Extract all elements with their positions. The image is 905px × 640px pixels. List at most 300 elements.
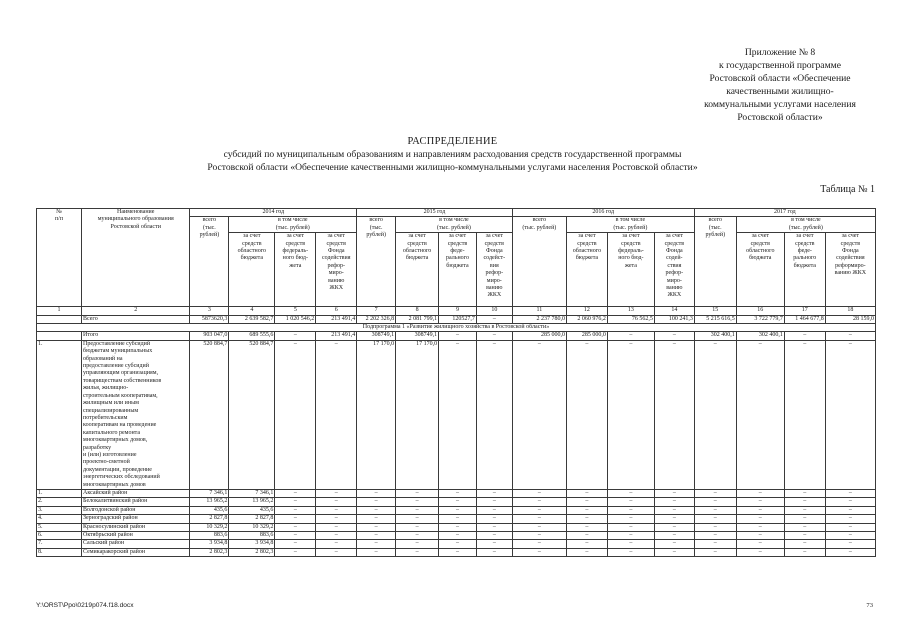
column-number: 4: [229, 307, 275, 315]
table-cell: –: [654, 340, 694, 489]
table-cell: 2 202 326,8: [357, 315, 396, 323]
table-cell: –: [275, 548, 316, 556]
document-subtitle: Ростовской области «Обеспечение качественными жилищно-коммунальными услугами населения Ростовской области»: [207, 162, 698, 173]
row-label-line: специализированным: [83, 407, 139, 414]
including-header: [566, 217, 694, 233]
table-row: [37, 523, 876, 531]
appendix-caption: [660, 46, 900, 124]
table-cell: 285 000,0: [566, 332, 607, 340]
header-line: реформиро-: [835, 262, 866, 269]
row-number: 6.: [37, 532, 82, 540]
page-number: 73: [866, 602, 873, 609]
table-cell: –: [275, 532, 316, 540]
header-line: феде-: [797, 248, 812, 255]
column-number: 13: [607, 307, 654, 315]
column-number: 9: [439, 307, 477, 315]
row-label-line: многоквартирных домов: [83, 481, 146, 488]
table-cell: –: [396, 523, 439, 531]
table-cell: –: [607, 523, 654, 531]
header-line: Фонда: [327, 248, 345, 255]
column-number: 15: [694, 307, 736, 315]
table-cell: –: [439, 340, 477, 489]
table-cell: –: [607, 515, 654, 523]
document-subtitle: субсидий по муниципальным образованиям и направлениям расходования средств государственной программы: [223, 149, 682, 160]
table-cell: 28 159,0: [825, 315, 875, 323]
table-cell: –: [784, 540, 825, 548]
table-cell: –: [512, 548, 566, 556]
table-cell: –: [396, 515, 439, 523]
header-line: рублей): [705, 232, 726, 239]
header-line: ЖКХ: [667, 292, 682, 299]
table-cell: –: [316, 548, 357, 556]
header-line: средств: [484, 240, 505, 247]
header-line: за счет: [578, 233, 596, 240]
table-cell: 5 215 616,5: [694, 315, 736, 323]
table-cell: –: [607, 540, 654, 548]
header-line: всего: [708, 217, 723, 224]
table-cell: –: [357, 515, 396, 523]
table-cell: 120527,7: [439, 315, 477, 323]
table-cell: –: [566, 340, 607, 489]
table-cell: –: [316, 489, 357, 497]
header-line: ванию ЖКХ: [834, 270, 867, 277]
header-line: (тыс. рублей): [613, 224, 648, 231]
header-line: ванию: [666, 285, 683, 292]
header-line: за счет: [286, 233, 305, 240]
header-line: в том числе: [439, 217, 469, 224]
table-cell: –: [512, 515, 566, 523]
table-cell: –: [396, 498, 439, 506]
header-num: №: [56, 209, 62, 215]
table-cell: –: [357, 523, 396, 531]
table-cell: –: [357, 532, 396, 540]
header-line: жета: [624, 262, 637, 269]
total-header: [357, 217, 396, 307]
regional-header: [229, 233, 275, 307]
table-cell: –: [316, 532, 357, 540]
header-line: всего: [532, 217, 547, 224]
header-line: ванию: [328, 277, 345, 284]
column-number: 17: [784, 307, 825, 315]
header-line: средств: [840, 240, 861, 247]
table-cell: –: [439, 540, 477, 548]
year-header: 2014 год: [190, 209, 357, 217]
table-cell: –: [607, 332, 654, 340]
header-line: средств: [795, 240, 815, 247]
row-number: 1.: [37, 489, 82, 497]
table-cell: 435,6: [229, 506, 275, 514]
header-num: п/п: [54, 216, 64, 223]
table-cell: –: [694, 548, 736, 556]
header-line: содействия: [321, 255, 351, 262]
table-cell: –: [736, 515, 784, 523]
table-cell: –: [654, 515, 694, 523]
row-label-line: бюджетам муниципальных: [83, 348, 153, 355]
appendix-line: Ростовской области «Обеспечение: [709, 73, 851, 84]
header-line: средств: [326, 240, 346, 247]
table-cell: –: [736, 498, 784, 506]
table-cell: –: [439, 332, 477, 340]
table-cell: –: [736, 548, 784, 556]
table-cell: –: [607, 532, 654, 540]
table-cell: –: [654, 489, 694, 497]
header-line: за счет: [796, 233, 814, 240]
table-cell: –: [512, 532, 566, 540]
header-line: средств: [242, 240, 262, 247]
table-cell: –: [607, 340, 654, 489]
table-cell: –: [512, 498, 566, 506]
including-header: [229, 217, 357, 233]
header-line: в том числе: [277, 217, 308, 224]
header-name-cell: [82, 209, 190, 307]
table-cell: 2 081 799,1: [396, 315, 439, 323]
table-cell: –: [784, 340, 825, 489]
table-cell: –: [654, 498, 694, 506]
table-cell: 302 400,1: [694, 332, 736, 340]
row-label-line: документации, проведение: [83, 466, 152, 473]
table-cell: –: [825, 532, 875, 540]
header-line: ного бюд-: [282, 255, 308, 262]
table-cell: –: [316, 540, 357, 548]
federal-header: [784, 233, 825, 307]
total-header: [694, 217, 736, 307]
table-cell: –: [654, 332, 694, 340]
table-cell: –: [607, 548, 654, 556]
header-line: рефор-: [327, 262, 346, 269]
table-cell: 883,6: [229, 532, 275, 540]
district-name: Зерноградский район: [82, 515, 190, 523]
header-line: рального: [793, 255, 817, 262]
table-cell: –: [512, 540, 566, 548]
table-cell: –: [784, 548, 825, 556]
appendix-line: коммунальными услугами населения: [704, 99, 856, 110]
table-cell: [37, 315, 82, 323]
header-line: содейст-: [483, 255, 506, 262]
header-line: рефор-: [665, 270, 684, 277]
table-cell: –: [439, 506, 477, 514]
table-cell: 308749,1: [357, 332, 396, 340]
total-header: [190, 217, 229, 307]
header-line: за счет: [665, 233, 684, 240]
table-cell: –: [825, 489, 875, 497]
table-cell: –: [566, 506, 607, 514]
table-cell: –: [316, 340, 357, 489]
table-row: [37, 515, 876, 523]
header-line: бюджета: [240, 255, 264, 262]
header-line: средств: [407, 240, 427, 247]
header-line: средств: [621, 240, 641, 247]
header-line: рального: [446, 255, 469, 262]
header-line: (тыс.: [202, 224, 216, 231]
table-cell: –: [357, 489, 396, 497]
table-cell: –: [784, 532, 825, 540]
header-line: федераль-: [618, 248, 644, 255]
header-line: за счет: [408, 233, 426, 240]
table-cell: –: [476, 523, 512, 531]
table-cell: 2 827,8: [190, 515, 229, 523]
row-label-line: образований на: [83, 355, 123, 362]
row-label-line: потребительским: [83, 414, 128, 421]
header-line: ного бюд-: [618, 255, 644, 262]
table-cell: –: [275, 489, 316, 497]
table-cell: 7 346,1: [190, 489, 229, 497]
table-cell: –: [275, 515, 316, 523]
table-cell: –: [316, 523, 357, 531]
table-cell: –: [316, 515, 357, 523]
district-name: Волгодонской район: [82, 506, 190, 514]
table-cell: –: [439, 498, 477, 506]
table-cell: –: [396, 532, 439, 540]
table-cell: –: [566, 498, 607, 506]
table-cell: 5873620,3: [190, 315, 229, 323]
table-cell: [37, 332, 82, 340]
table-cell: –: [607, 498, 654, 506]
column-number: 18: [825, 307, 875, 315]
appendix-line: к государственной программе: [719, 60, 841, 71]
row-label-line: энергетических обследований: [83, 474, 160, 481]
district-name: Семикаракорский район: [82, 548, 190, 556]
header-row: [37, 209, 876, 217]
table-cell: 3 934,8: [190, 540, 229, 548]
table-cell: 2 060 976,2: [566, 315, 607, 323]
table-cell: 213 491,4: [316, 332, 357, 340]
table-cell: 76 562,5: [607, 315, 654, 323]
table-cell: –: [694, 532, 736, 540]
header-line: феде-: [450, 248, 465, 255]
table-cell: –: [736, 523, 784, 531]
table-cell: 3 722 779,7: [736, 315, 784, 323]
document-title: РАСПРЕДЕЛЕНИЕ: [407, 136, 498, 147]
header-line: ЖКХ: [487, 292, 502, 299]
table-cell: –: [476, 540, 512, 548]
year-header: 2017 год: [694, 209, 875, 217]
header-line: областного: [746, 248, 775, 255]
table-cell: 1 464 677,8: [784, 315, 825, 323]
district-name: Белокалитвинский район: [82, 498, 190, 506]
header-line: средств: [285, 240, 306, 247]
table-cell: –: [736, 506, 784, 514]
row-label-line: разработку: [83, 444, 112, 451]
column-number: 16: [736, 307, 784, 315]
column-number: 7: [357, 307, 396, 315]
table-cell: –: [736, 489, 784, 497]
table-cell: –: [566, 489, 607, 497]
table-cell: –: [784, 489, 825, 497]
appendix-line: качественными жилищно-: [726, 86, 834, 97]
header-line: областного: [402, 248, 432, 255]
table-cell: –: [825, 506, 875, 514]
column-number: 1: [37, 307, 82, 315]
table-cell: 689 555,6: [229, 332, 275, 340]
table-cell: –: [825, 332, 875, 340]
table-cell: –: [357, 540, 396, 548]
header-name: Ростовской области: [110, 223, 161, 230]
table-cell: 883,6: [190, 532, 229, 540]
table-cell: –: [654, 540, 694, 548]
table-cell: 100 241,3: [654, 315, 694, 323]
year-header: 2016 год: [512, 209, 694, 217]
column-number: 3: [190, 307, 229, 315]
table-cell: –: [396, 540, 439, 548]
header-line: всего: [369, 217, 383, 224]
year-header: 2015 год: [357, 209, 513, 217]
table-cell: –: [736, 540, 784, 548]
row-number: 4.: [37, 515, 82, 523]
table-cell: –: [607, 506, 654, 514]
table-cell: –: [275, 506, 316, 514]
column-number: 8: [396, 307, 439, 315]
table-cell: 2 827,8: [229, 515, 275, 523]
row-label-line: жилья, жилищно-: [83, 385, 129, 392]
table-cell: –: [784, 506, 825, 514]
table-cell: –: [512, 523, 566, 531]
total-row: [37, 315, 876, 323]
table-cell: 2 802,3: [229, 548, 275, 556]
table-cell: –: [476, 515, 512, 523]
header-line: Фонда: [842, 248, 859, 255]
header-line: средств: [577, 240, 597, 247]
table-row: [37, 506, 876, 514]
table-cell: –: [512, 340, 566, 489]
row-label-line: кооперативам на проведение: [83, 422, 157, 429]
table-cell: –: [654, 532, 694, 540]
header-line: за счет: [751, 233, 769, 240]
table-cell: –: [476, 548, 512, 556]
table-cell: –: [396, 489, 439, 497]
table-cell: –: [784, 332, 825, 340]
table-row: [37, 489, 876, 497]
header-line: миро-: [328, 270, 344, 277]
fund-header: [316, 233, 357, 307]
row-label-line: многоквартирных домов,: [83, 437, 148, 444]
row-number: 5.: [37, 523, 82, 531]
federal-header: [439, 233, 477, 307]
table-cell: –: [275, 332, 316, 340]
header-line: рублей): [199, 232, 220, 239]
table-cell: –: [694, 340, 736, 489]
fund-header: [654, 233, 694, 307]
row-number: 2.: [37, 498, 82, 506]
district-name: Красносулинский район: [82, 523, 190, 531]
table-cell: –: [566, 540, 607, 548]
table-cell: 2 639 582,7: [229, 315, 275, 323]
table-cell: –: [439, 489, 477, 497]
table-cell: 435,6: [190, 506, 229, 514]
header-line: жета: [289, 262, 302, 269]
fund-header: [476, 233, 512, 307]
column-number: 11: [512, 307, 566, 315]
table-cell: –: [784, 515, 825, 523]
fund-header: [825, 233, 875, 307]
table-cell: 13 965,2: [190, 498, 229, 506]
table-cell: –: [654, 548, 694, 556]
header-line: за счет: [841, 233, 860, 240]
row-number: 8.: [37, 548, 82, 556]
regional-header: [566, 233, 607, 307]
table-cell: –: [566, 532, 607, 540]
header-line: в том числе: [615, 217, 646, 224]
table-cell: –: [566, 548, 607, 556]
table-cell: –: [784, 523, 825, 531]
header-line: за счет: [622, 233, 640, 240]
table-cell: –: [476, 489, 512, 497]
table-row: [37, 532, 876, 540]
row-number: 3.: [37, 506, 82, 514]
table-cell: –: [694, 489, 736, 497]
header-line: (тыс. рублей): [275, 224, 310, 231]
table-cell: –: [512, 489, 566, 497]
table-cell: –: [736, 340, 784, 489]
row-label-line: Предоставление субсидий: [83, 340, 151, 347]
row-label: Всего: [82, 315, 190, 323]
header-line: (тыс. рублей): [788, 224, 823, 231]
table-cell: –: [275, 498, 316, 506]
including-header: [736, 217, 875, 233]
district-name: Сальский район: [82, 540, 190, 548]
district-name: Октябрьский район: [82, 532, 190, 540]
federal-header: [607, 233, 654, 307]
table-cell: –: [275, 523, 316, 531]
column-number: 2: [82, 307, 190, 315]
table-cell: –: [566, 515, 607, 523]
table-cell: –: [607, 489, 654, 497]
table-cell: –: [357, 548, 396, 556]
header-line: Фонда: [485, 248, 503, 255]
header-line: миро-: [486, 277, 502, 284]
row-label-line: и (или) изготовление: [83, 451, 137, 458]
header-line: миро-: [666, 277, 682, 284]
row-label-line: проектно-сметной: [83, 459, 130, 466]
table-cell: –: [357, 498, 396, 506]
table-label: Таблица № 1: [820, 184, 875, 195]
total-header: [512, 217, 566, 307]
table-cell: 1 020 546,2: [275, 315, 316, 323]
table-cell: 3 934,8: [229, 540, 275, 548]
table-cell: –: [275, 340, 316, 489]
table-cell: 213 491,4: [316, 315, 357, 323]
row-label-line: управляющим организациям,: [83, 370, 159, 377]
row-label-line: жилищным или иным: [83, 400, 139, 407]
table-cell: –: [694, 498, 736, 506]
table-cell: –: [825, 498, 875, 506]
table-cell: 520 884,7: [190, 340, 229, 489]
header-line: ванию: [486, 285, 503, 292]
table-cell: –: [439, 515, 477, 523]
table-cell: 285 000,0: [512, 332, 566, 340]
federal-header: [275, 233, 316, 307]
table-cell: –: [736, 532, 784, 540]
table-cell: 2 237 780,0: [512, 315, 566, 323]
table-cell: –: [825, 340, 875, 489]
table-cell: –: [476, 498, 512, 506]
header-line: федераль-: [282, 248, 309, 255]
header-line: областного: [572, 248, 602, 255]
table-cell: 10 329,2: [190, 523, 229, 531]
header-line: за счет: [448, 233, 467, 240]
header-line: ЖКХ: [329, 285, 344, 292]
header-line: (тыс. рублей): [436, 224, 471, 231]
column-number: 10: [476, 307, 512, 315]
distribution-table: [36, 208, 876, 557]
header-line: бюджета: [793, 262, 816, 269]
table-row: [37, 340, 876, 489]
header-line: бюджета: [575, 255, 599, 262]
table-cell: –: [439, 523, 477, 531]
table-cell: 17 170,0: [357, 340, 396, 489]
header-line: вия: [489, 262, 499, 269]
table-cell: –: [825, 515, 875, 523]
header-line: всего: [202, 217, 217, 224]
